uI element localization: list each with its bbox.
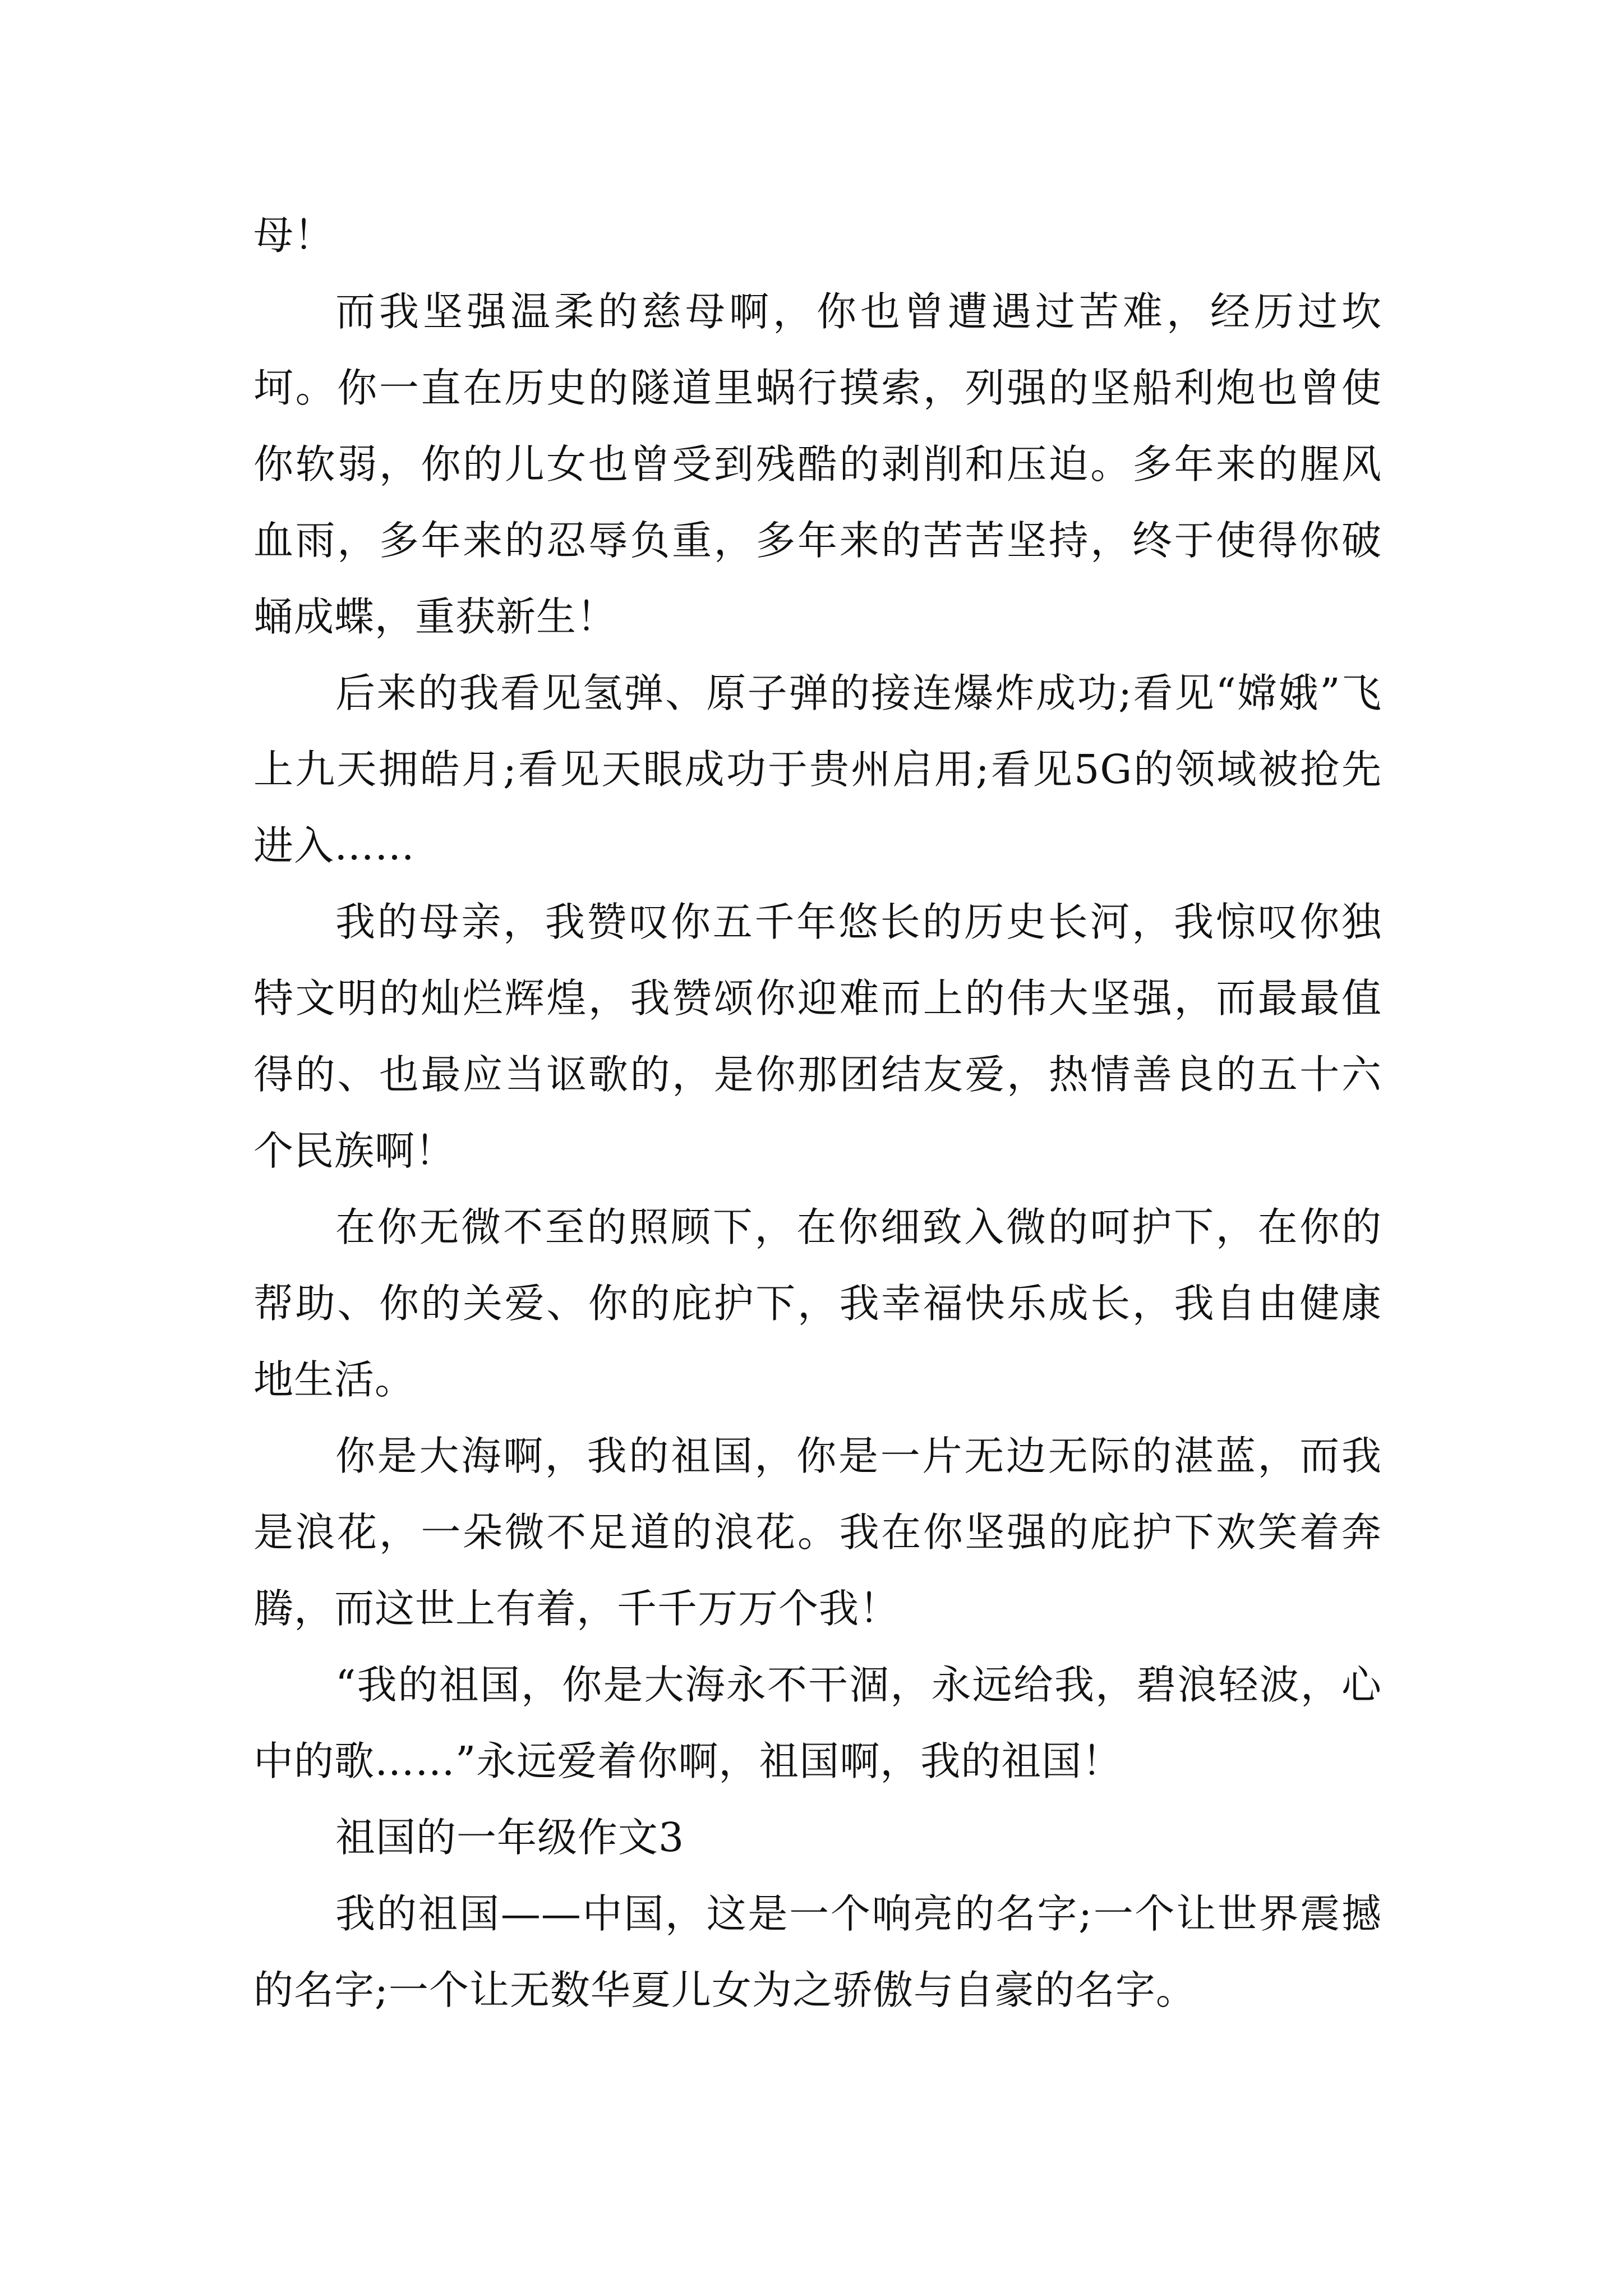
- paragraph-continuation: 母！: [253, 212, 335, 259]
- paragraph: “我的祖国，你是大海永不干涸，永远给我，碧浪轻波，心中的歌……”永远爱着你啊，祖国啊，我的祖国！: [253, 1662, 1382, 1784]
- paragraph: 后来的我看见氢弹、原子弹的接连爆炸成功;看见“嫦娥”飞上九天拥皓月;看见天眼成功于贵州启用;看见5G的领域被抢先进入……: [253, 670, 1382, 869]
- paragraph: 在你无微不至的照顾下，在你细致入微的呵护下，在你的帮助、你的关爱、你的庇护下，我幸福快乐成长，我自由健康地生活。: [253, 1204, 1382, 1403]
- paragraph: 我的母亲，我赞叹你五千年悠长的历史长河，我惊叹你独特文明的灿烂辉煌，我赞颂你迎难而上的伟大坚强，而最最值得的、也最应当讴歌的，是你那团结友爱，热情善良的五十六个民族啊！: [253, 899, 1382, 1174]
- section-heading: 祖国的一年级作文3: [335, 1814, 685, 1861]
- paragraph: 而我坚强温柔的慈母啊，你也曾遭遇过苦难，经历过坎坷。你一直在历史的隧道里蜗行摸索，列强的坚船利炮也曾使你软弱，你的儿女也曾受到残酷的剥削和压迫。多年来的腥风血雨，多年来的忍辱负重，多年来的苦苦坚持，终于使得你破蛹成蝶，重获新生！: [253, 288, 1382, 640]
- document-body: [253, 197, 1382, 2028]
- paragraph: 你是大海啊，我的祖国，你是一片无边无际的湛蓝，而我是浪花，一朵微不足道的浪花。我在你坚强的庇护下欢笑着奔腾，而这世上有着，千千万万个我！: [253, 1433, 1382, 1632]
- paragraph: 我的祖国——中国，这是一个响亮的名字;一个让世界震撼的名字;一个让无数华夏儿女为之骄傲与自豪的名字。: [253, 1890, 1382, 2013]
